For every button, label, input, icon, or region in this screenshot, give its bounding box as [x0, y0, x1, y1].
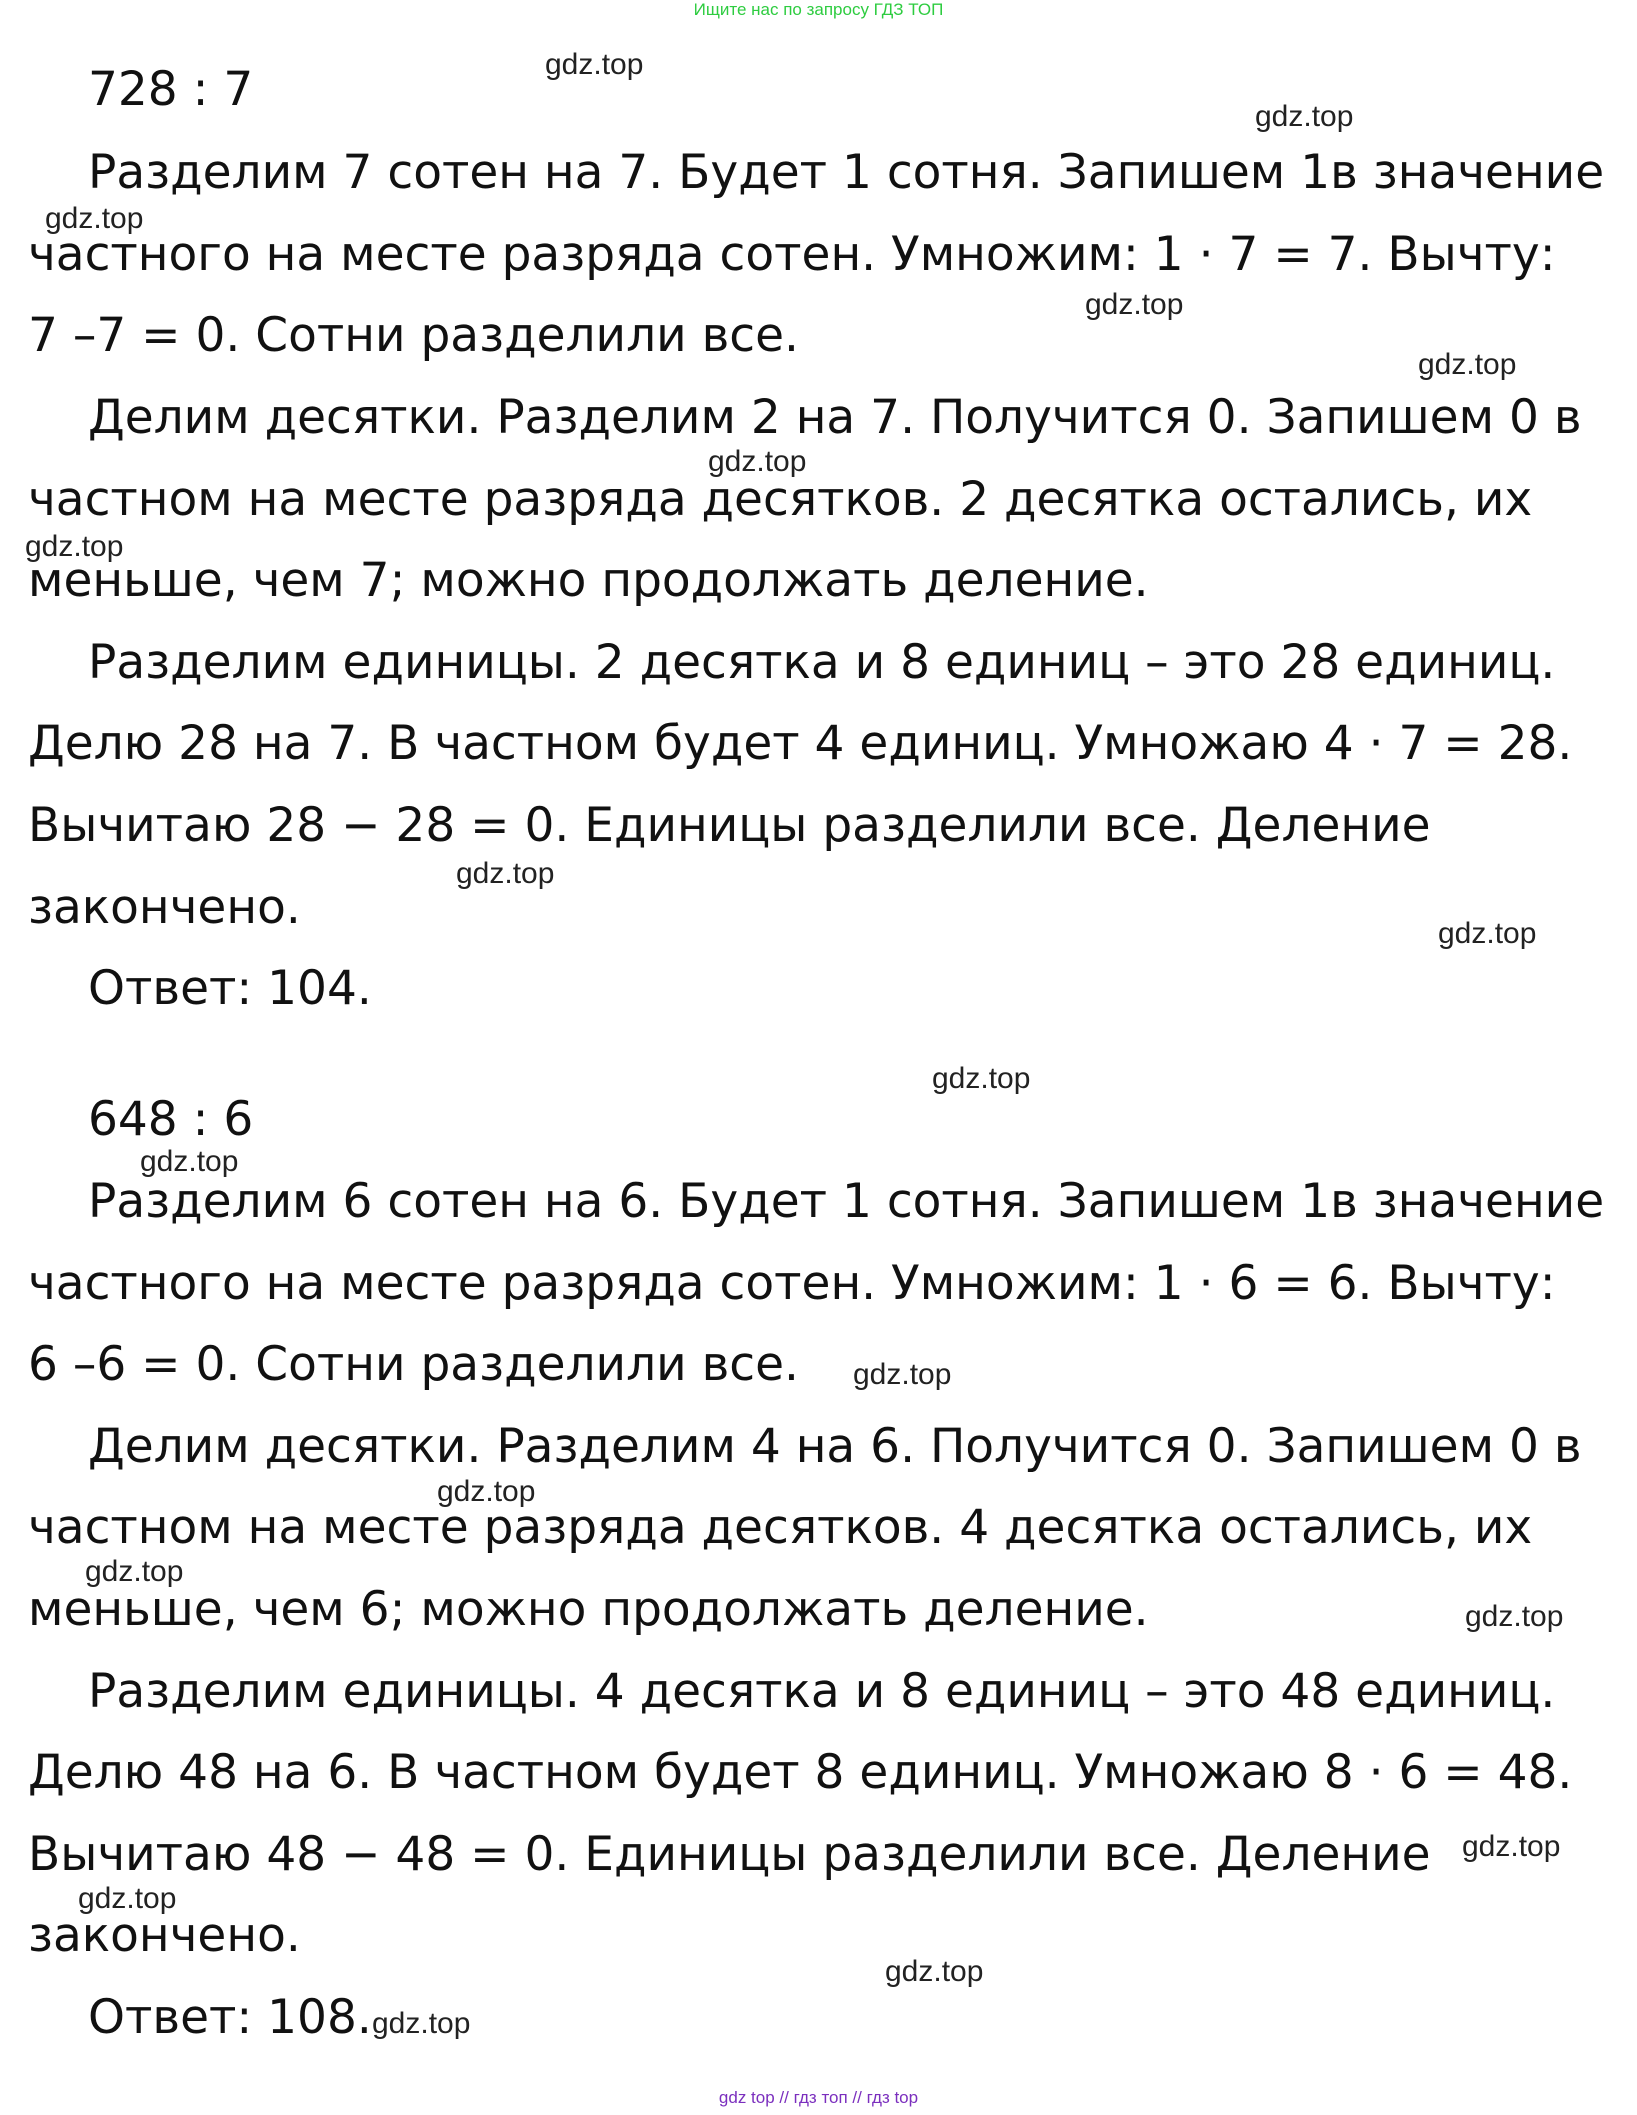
text-line: закончено. [28, 1908, 301, 1963]
answer-2: Ответ: 108. [88, 1990, 372, 2045]
text-line: частном на месте разряда десятков. 2 десятка остались, их [28, 472, 1533, 527]
problem-title-1: 728 : 7 [88, 62, 254, 117]
text-line: Разделим единицы. 4 десятка и 8 единиц – это 48 единиц. [88, 1664, 1556, 1719]
watermark: gdz.top [140, 1145, 239, 1178]
watermark: gdz.top [25, 530, 124, 563]
top-banner: Ищите нас по запросу ГДЗ ТОП [693, 0, 944, 19]
text-line: 6 –6 = 0. Сотни разделили все. [28, 1337, 800, 1392]
text-line: закончено. [28, 880, 301, 935]
text-line: Делим десятки. Разделим 4 на 6. Получится 0. Запишем 0 в [88, 1419, 1582, 1474]
bottom-footer: gdz top // гдз топ // гдз top [718, 2088, 919, 2107]
watermark: gdz.top [1465, 1600, 1564, 1633]
watermark: gdz.top [1255, 100, 1354, 133]
text-line: 7 –7 = 0. Сотни разделили все. [28, 308, 800, 363]
watermark: gdz.top [1438, 917, 1537, 950]
watermark: gdz.top [78, 1882, 177, 1915]
text-line: частного на месте разряда сотен. Умножим: 1 · 6 = 6. Вычту: [28, 1256, 1556, 1311]
text-line: Вычитаю 28 − 28 = 0. Единицы разделили все. Деление [28, 798, 1431, 853]
watermark: gdz.top [853, 1358, 952, 1391]
watermark: gdz.top [932, 1062, 1031, 1095]
problem-title-2: 648 : 6 [88, 1092, 254, 1147]
watermark: gdz.top [437, 1475, 536, 1508]
text-line: Вычитаю 48 − 48 = 0. Единицы разделили все. Деление [28, 1827, 1431, 1882]
watermark: gdz.top [1418, 348, 1517, 381]
text-line: частного на месте разряда сотен. Умножим: 1 · 7 = 7. Вычту: [28, 227, 1556, 282]
text-line: Делю 28 на 7. В частном будет 4 единиц. Умножаю 4 · 7 = 28. [28, 716, 1573, 771]
text-line: Разделим единицы. 2 десятка и 8 единиц – это 28 единиц. [88, 635, 1556, 690]
text-line: Делю 48 на 6. В частном будет 8 единиц. Умножаю 8 · 6 = 48. [28, 1745, 1573, 1800]
watermark: gdz.top [545, 48, 644, 81]
watermark: gdz.top [456, 857, 555, 890]
watermark: gdz.top [1462, 1830, 1561, 1863]
watermark: gdz.top [885, 1955, 984, 1988]
text-line: Разделим 7 сотен на 7. Будет 1 сотня. Запишем 1в значение [88, 145, 1605, 200]
watermark: gdz.top [708, 445, 807, 478]
text-line: Делим десятки. Разделим 2 на 7. Получится 0. Запишем 0 в [88, 390, 1582, 445]
text-line: Разделим 6 сотен на 6. Будет 1 сотня. Запишем 1в значение [88, 1174, 1605, 1229]
text-line: меньше, чем 6; можно продолжать деление. [28, 1582, 1149, 1637]
watermark: gdz.top [85, 1555, 184, 1588]
text-line: меньше, чем 7; можно продолжать деление. [28, 553, 1149, 608]
watermark: gdz.top [45, 202, 144, 235]
watermark: gdz.top [1085, 288, 1184, 321]
text-line: частном на месте разряда десятков. 4 десятка остались, их [28, 1500, 1533, 1555]
answer-1: Ответ: 104. [88, 961, 372, 1016]
watermark: gdz.top [372, 2007, 471, 2040]
